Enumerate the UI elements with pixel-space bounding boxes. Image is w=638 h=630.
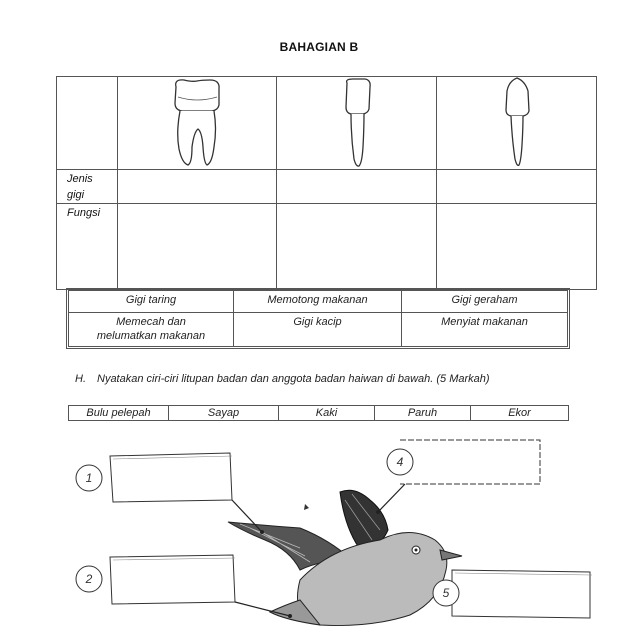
empty-header-cell	[57, 77, 118, 170]
answer-box-2[interactable]	[110, 555, 235, 604]
bird-illustration	[228, 490, 462, 625]
bird-diagram	[0, 420, 638, 630]
answer-box-4[interactable]	[400, 440, 540, 484]
label-4: 4	[396, 455, 404, 469]
word-bank-item: Gigi taring	[69, 291, 234, 313]
answer-box-1[interactable]	[110, 453, 232, 502]
word-bank-item: Menyiat makanan	[402, 313, 568, 347]
fungsi-label: Fungsi	[57, 204, 118, 290]
teeth-table	[56, 76, 597, 290]
fungsi-answer-1[interactable]	[118, 204, 277, 290]
fungsi-answer-3[interactable]	[437, 204, 597, 290]
jenis-answer-3[interactable]	[437, 170, 597, 204]
molar-tooth-icon	[162, 77, 232, 169]
word-bank-item: Gigi kacip	[234, 313, 402, 347]
animal-bank-item: Bulu pelepah	[69, 406, 169, 421]
canine-tooth-icon	[487, 77, 547, 169]
question-h	[75, 371, 575, 387]
jenis-answer-2[interactable]	[277, 170, 437, 204]
incisor-tooth-icon	[327, 77, 387, 169]
teeth-word-bank	[68, 290, 568, 347]
jenis-answer-1[interactable]	[118, 170, 277, 204]
incisor-tooth-cell	[277, 77, 437, 170]
question-number: H.	[75, 373, 86, 385]
question-text: Nyatakan ciri-ciri litupan badan dan anggota badan haiwan di bawah. (5 Markah)	[97, 373, 490, 385]
molar-tooth-cell	[118, 77, 277, 170]
jenis-gigi-label: Jenis gigi	[57, 170, 118, 204]
animal-word-bank	[68, 405, 569, 421]
word-bank-item: Memotong makanan	[234, 291, 402, 313]
canine-tooth-cell	[437, 77, 597, 170]
label-1: 1	[85, 471, 93, 485]
label-5: 5	[442, 586, 450, 600]
animal-bank-item: Sayap	[169, 406, 279, 421]
section-title: BAHAGIAN B	[279, 40, 359, 54]
label-2: 2	[85, 572, 93, 586]
animal-bank-item: Ekor	[471, 406, 569, 421]
animal-bank-item: Kaki	[279, 406, 375, 421]
animal-bank-item: Paruh	[375, 406, 471, 421]
fungsi-answer-2[interactable]	[277, 204, 437, 290]
word-bank-item: Gigi geraham	[402, 291, 568, 313]
answer-box-5[interactable]	[452, 570, 592, 618]
word-bank-item: Memecah dan melumatkan makanan	[69, 313, 234, 347]
